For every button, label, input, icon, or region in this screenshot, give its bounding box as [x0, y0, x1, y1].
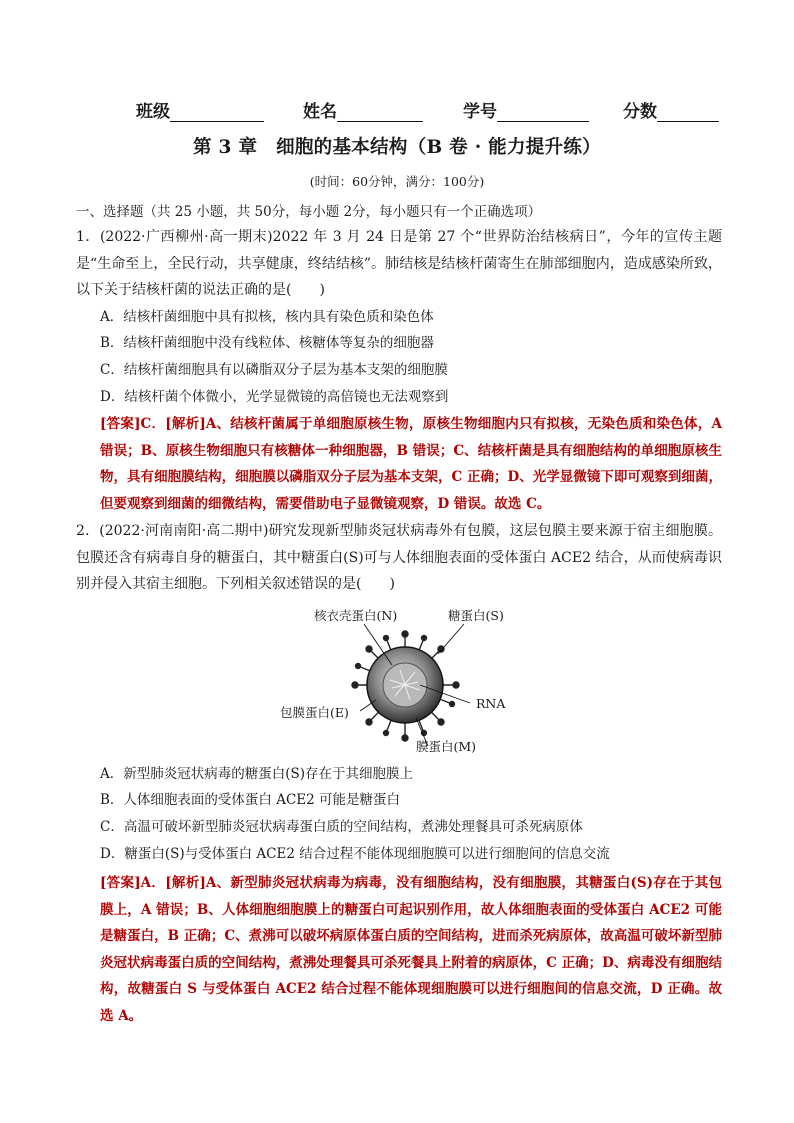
- page-title: 第 3 章 细胞的基本结构（B 卷 · 能力提升练）: [193, 137, 601, 158]
- label-glycoprotein-s: 糖蛋白(S): [448, 608, 504, 623]
- question-1-option-c: C．结核杆菌细胞具有以磷脂双分子层为基本支架的细胞膜: [100, 362, 448, 378]
- question-2-answer-text: [答案]A．[解析]A、新型肺炎冠状病毒为病毒，没有细胞结构，没有细胞膜，其糖蛋白(S)存在于其包膜上，A 错误；B、人体细胞细胞膜上的糖蛋白可起识别作用，故人体细胞表面的受体蛋白 ACE2 可能是糖蛋白，B 正确；C、煮沸可以破坏病原体蛋白质的空间结构，进而杀死病原体，故高温可破坏新型肺炎冠状病毒蛋白质的空间结构，煮沸处理餐具可杀死餐具上附着的病原体，C 正确；D、病毒没有细胞结构，故糖蛋白 S 与受体蛋白 ACE2 结合过程不能体现细胞膜可以进行细胞间的信息交流，D 正确。故选 A。: [100, 875, 722, 1024]
- class-blank: [170, 103, 264, 122]
- question-2-answer: [76, 870, 722, 1029]
- label-envelope-protein-e: 包膜蛋白(E): [280, 705, 349, 720]
- exam-time-note: (时间：60分钟，满分：100分): [309, 174, 485, 189]
- student-info-row: [0, 97, 794, 123]
- question-1-option-b: B．结核杆菌细胞中没有线粒体、核糖体等复杂的细胞器: [100, 335, 434, 351]
- question-2-option-b: B．人体细胞表面的受体蛋白 ACE2 可能是糖蛋白: [100, 792, 401, 808]
- section-heading: 一、选择题（共 25 小题，共 50分，每小题 2分，每小题只有一个正确选项）: [76, 204, 542, 220]
- score-blank: [657, 103, 719, 122]
- question-2-option-a: A．新型肺炎冠状病毒的糖蛋白(S)存在于其细胞膜上: [100, 766, 414, 782]
- label-rna: RNA: [476, 696, 506, 711]
- student-id-field: [463, 97, 589, 122]
- label-nucleocapsid-protein: 核衣壳蛋白(N): [314, 608, 398, 623]
- question-1-option-d: D．结核杆菌个体微小，光学显微镜的高倍镜也无法观察到: [100, 389, 449, 405]
- name-label: 姓名: [303, 102, 337, 122]
- question-1-answer: [76, 411, 722, 517]
- name-blank: [337, 103, 423, 122]
- score-label: 分数: [623, 102, 657, 122]
- class-field: [136, 97, 264, 122]
- label-membrane-protein-m: 膜蛋白(M): [416, 739, 477, 754]
- student-id-blank: [497, 103, 589, 122]
- coronavirus-diagram: [280, 610, 520, 760]
- question-1-stem: 1．(2022·广西柳州·高一期末)2022 年 3 月 24 日是第 27 个“世界防治结核病日”，今年的宣传主题是“生命至上，全民行动，共享健康，终结结核”。肺结核是结核杆菌寄生在肺部细胞内，造成感染所致，以下关于结核杆菌的说法正确的是( ): [76, 229, 722, 298]
- question-2-option-c: C．高温可破坏新型肺炎冠状病毒蛋白质的空间结构，煮沸处理餐具可杀死病原体: [100, 819, 583, 835]
- question-2-option-d: D．糖蛋白(S)与受体蛋白 ACE2 结合过程不能体现细胞膜可以进行细胞间的信息交流: [100, 846, 610, 862]
- name-field: [303, 97, 423, 122]
- student-id-label: 学号: [463, 102, 497, 122]
- virus-structure-figure: [280, 610, 520, 760]
- question-2-stem: 2．(2022·河南南阳·高二期中)研究发现新型肺炎冠状病毒外有包膜，这层包膜主要来源于宿主细胞膜。包膜还含有病毒自身的糖蛋白，其中糖蛋白(S)可与人体细胞表面的受体蛋白 ACE2 结合，从而使病毒识别并侵入其宿主细胞。下列相关叙述错误的是( ): [76, 523, 722, 592]
- question-1-answer-text: [答案]C．[解析]A、结核杆菌属于单细胞原核生物，原核生物细胞内只有拟核，无染色质和染色体，A 错误；B、原核生物细胞只有核糖体一种细胞器，B 错误；C、结核杆菌是具有细胞结构的单细胞原核生物，具有细胞膜结构，细胞膜以磷脂双分子层为基本支架，C 正确；D、光学显微镜下即可观察到细菌，但要观察到细菌的细微结构，需要借助电子显微镜观察，D 错误。故选 C。: [100, 416, 722, 512]
- class-label: 班级: [136, 102, 170, 122]
- question-1-option-a: A．结核杆菌细胞中具有拟核，核内具有染色质和染色体: [100, 309, 434, 325]
- score-field: [623, 97, 719, 122]
